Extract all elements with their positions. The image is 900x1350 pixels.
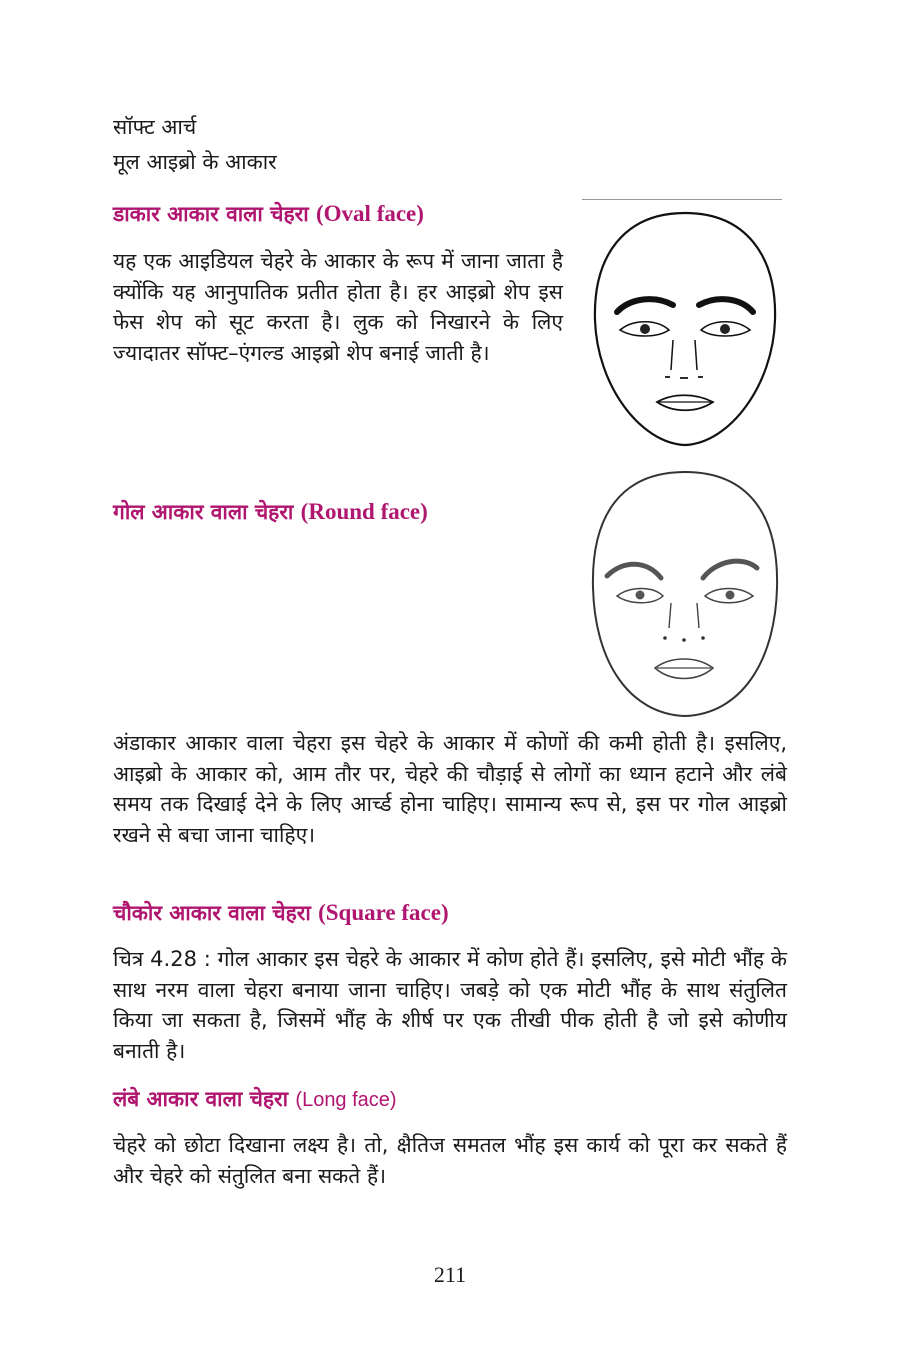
paragraph-long-face: चेहरे को छोटा दिखाना लक्ष्य है। तो, क्षैतिज समतल भौंह इस कार्य को पूरा कर सकते हैं और चेहरे को संतुलित बना सकते हैं। (113, 1133, 787, 1188)
paragraph-round-face: अंडाकार आकार वाला चेहरा इस चेहरे के आकार में कोणों की कमी होती है। इसलिए, आइब्रो के आकार को, आम तौर पर, चेहरे की चौड़ाई से लोगों का ध्यान हटाने और लंबे समय तक दिखाई देने के लिए आर्च्ड होना चाहिए। सामान्य रूप से, इस पर गोल आइब्रो रखने से बचा जाना चाहिए। (113, 731, 787, 847)
paragraph-oval-face: यह एक आइडियल चेहरे के आकार के रूप में जाना जाता है क्योंकि यह आनुपातिक प्रतीत होता है। हर आइब्रो शेप इस फेस शेप को सूट करता है। लुक को निखारने के लिए ज्यादातर सॉफ्ट–एंगल्ड आइब्रो शेप बनाई जाती है। (113, 249, 563, 365)
heading-oval-english: (Oval face) (316, 201, 424, 226)
heading-long-face (113, 1084, 397, 1115)
heading-square-hindi: चौकोर आकार वाला चेहरा (113, 901, 319, 925)
heading-long-hindi: लंबे आकार वाला चेहरा (113, 1087, 296, 1111)
paragraph-square-face: चित्र 4.28 : गोल आकार इस चेहरे के आकार में कोण होते हैं। इसलिए, इसे मोटी भौंह के साथ नरम वाला चेहरा बनाया जाना चाहिए। जबड़े को एक मोटी भौंह के साथ संतुलित किया जा सकता है, जिसमें भौंह के शीर्ष पर एक तीखी पीक होती है जो इसे कोणीय बनाती है। (113, 947, 787, 1063)
page-number: 211 (433, 1262, 467, 1287)
heading-oval-face (113, 199, 424, 229)
heading-round-hindi: गोल आकार वाला चेहरा (113, 500, 301, 524)
heading-square-face (113, 898, 449, 928)
heading-round-english: (Round face) (300, 499, 428, 524)
divider-line (582, 199, 782, 200)
intro-line-basic-shapes: मूल आइब्रो के आकार (113, 150, 277, 174)
oval-face-illustration (585, 205, 785, 450)
heading-long-english: (Long face) (295, 1089, 397, 1111)
round-face-illustration (585, 468, 785, 720)
intro-line-soft-arch: सॉफ्ट आर्च (113, 115, 197, 139)
heading-oval-hindi: डाकार आकार वाला चेहरा (113, 202, 316, 226)
heading-square-english: (Square face) (318, 900, 449, 925)
heading-round-face (113, 497, 428, 527)
